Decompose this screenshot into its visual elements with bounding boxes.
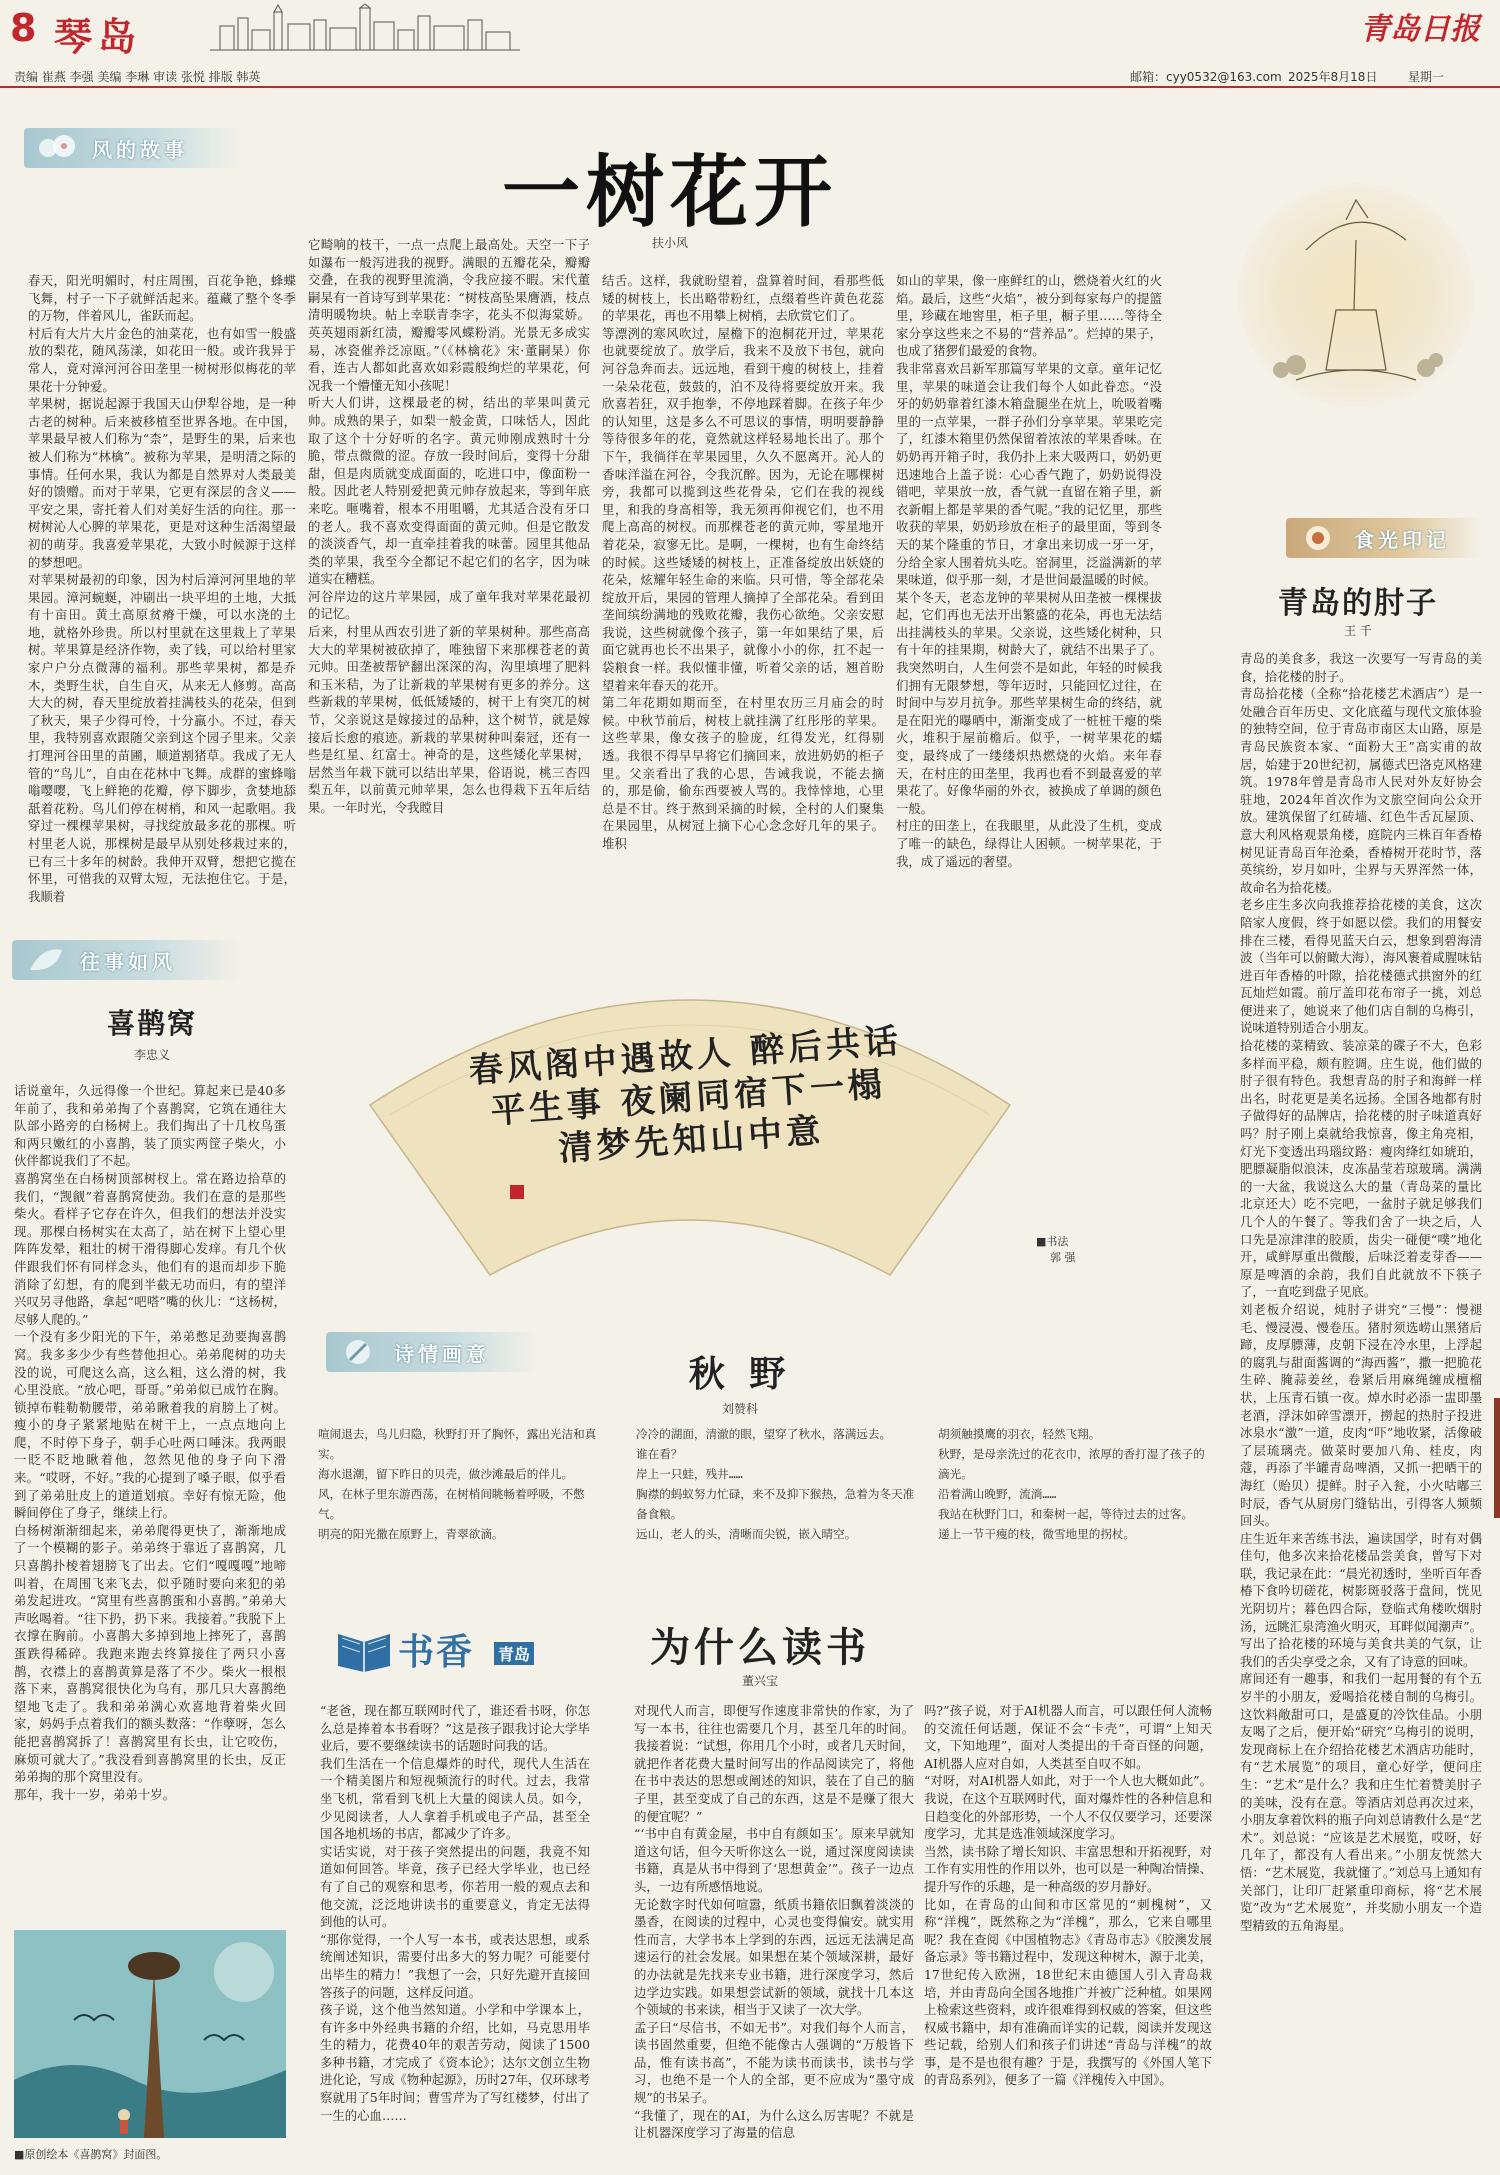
issue-date: 2025年8月18日 <box>1288 70 1378 84</box>
contact-email: 邮箱：cyy0532@163.com <box>1130 70 1282 84</box>
main-article-col-1: 春天，阳光明媚时，村庄周围，百花争艳，蜂蝶飞舞，村子一下子就鲜活起来。蕴藏了整个冬季的万物，伴着风儿，雀跃而起。 村后有大片大片金色的油菜花，也有如雪一般盛放的梨花，随风荡漾，如花田一般。或许我异于常人，竟对漳河河谷田垄里一树树形似梅花的苹果花十分钟爱。 苹果树，据说起源于我国天山伊犁谷地，是一种古老的树种。后来被移植至世界各地。在中国，苹果最早被人们称为“柰”，是野生的果，后来也被人们称为“林檎”。被称为苹果，是明清之际的事情。任何水果，我认为都是自然界对人类最美好的馈赠。而对于苹果，它更有深层的含义——平安之果，寄托着人们对美好生活的向往。那一树树沁人心脾的苹果花，更是对这种生活渴望最初的萌芽。我喜爱苹果花，大致小时候源于这样的梦想吧。 对苹果树最初的印象，因为村后漳河河里地的苹果园。漳河蜿蜒，冲刷出一块平坦的土地，大抵有十亩田。黄土高原贫瘠干燥，可以水浇的土地，就格外珍贵。所以村里就在这里栽上了苹果树。苹果算是经济作物，卖了钱，可以给村里家家户户分点微薄的福利。那些苹果树，都是乔木，类野生状，自生自灭，从来无人修剪。高高大大的树，春天里绽放着挂满枝头的花朵，但到了秋天，果子少得可怜，十分羸小。不过，春天里，我特别喜欢跟随父亲到这个园子里来。父亲打理河谷田里的苗圃，顺道割猪草。我成了无人管的“鸟儿”，自由在花林中飞舞。成群的蜜蜂嗡嗡嘤嘤，飞上鲜艳的花瓣，停下脚步，贪婪地舔舐着花粉。鸟儿们停在树梢，和风一起歌唱。我穿过一棵棵苹果树，寻找绽放最多花的那棵。听村里老人说，那棵树是最早从别处移栽过来的，已有三十多年的树龄。我伸开双臂，想把它揽在怀里，可惜我的双臂太短，无法抱住它。于是，我顺着 <box>28 273 296 904</box>
brush-icon <box>336 1336 384 1368</box>
main-article-col-4: 如山的苹果，像一座鲜红的山，燃烧着火红的火焰。最后，这些“火焰”，被分到每家每户的提篮里，珍藏在地窖里，柜子里，橱子里……等待全家分享这些来之不易的“营养品”。烂掉的果子，也成了猪猡们最爱的食物。 我非常喜欢吕新军那篇写苹果的文章。童年记忆里，苹果的味道会让我们每个人如此眷恋。“没牙的奶奶靠着红漆木箱盘腿坐在炕上，吮吸着嘴里的一点苹果，一群子孙们分享苹果。苹果吃完了，红漆木箱里仍然保留着浓浓的苹果香味。在奶奶再开箱子时，我仍扑上来大吸两口，奶奶更迅速地合上盖子说：心心香气跑了，奶奶说得没错吧，苹果放一放，香气就一直留在箱子里，新衣新帽上都是苹果的香气呢。”我的记忆里，那些收获的苹果，奶奶珍放在柜子的最里面，等到冬天的某个隆重的节日，才拿出来切成一牙一牙，分给全家人围着炕头吃。窑洞里，泛溢满新的苹果味道，似乎那一刻，才是世间最温暖的时候。 某个冬天，老态龙钟的苹果树从田垄被一棵棵拔起，它们再也无法开出繁盛的花朵，再也无法结出挂满枝头的苹果。父亲说，这些矮化树种，只有十年的挂果期，树龄大了，就结不出果子了。我突然明白，人生何尝不是如此，年轻的时候我们拥有无限梦想，等年迈时，只能回忆过往，在时间中与岁月抗争。那些苹果树生命的终结，就是在阳光的曝晒中，渐渐变成了一桩桩干瘪的柴火，堆积于屋前檐后。似乎，一树苹果花的蠕变，最终成了一缕缕炽热燃烧的火焰。来年春天，在村庄的田垄里，我再也看不到最喜爱的苹果花了。好像华丽的外衣，被换成了单调的颜色一般。 村庄的田垄上，在我眼里，从此没了生机，变成了唯一的缺色，绿得让人困顿。一树苹果花，于我，成了遥远的奢望。 <box>896 273 1162 869</box>
sculpture-illustration <box>1236 180 1476 410</box>
flower-icon <box>34 132 82 164</box>
main-article-title: 一树花开 <box>501 147 838 238</box>
section-tag-label: 风的故事 <box>92 138 188 162</box>
section-tag-label: 诗情画意 <box>394 1342 490 1366</box>
leaf-icon <box>22 944 70 976</box>
page-edge-marker <box>1494 1398 1500 1518</box>
calligraphy-caption-label: 书法 <box>1046 1235 1069 1248</box>
food-article-body: 青岛的美食多，我这一次要写一写青岛的美食，拾花楼的肘子。 青岛拾花楼（全称“拾花楼艺术酒店”）是一处融合百年历史、文化底蕴与现代文旅体验的独特空间，位于青岛市南区太山路，原是青岛民族资本家、“面粉大王”高实甫的故居，始建于20世纪初，属德式巴洛克风格建筑。1978年曾是青岛市人民对外友好协会驻地，2024年首次作为文旅空间向公众开放。建筑保留了红砖墙、红色牛舌瓦屋顶、意大利风格观景角楼，庭院内三株百年香椿树见证青岛百年沧桑，香椿树开花时节，落英缤纷，岁月如叶，尘界与天界浑然一体，故命名为拾花楼。 老乡庄生多次向我推荐拾花楼的美食，这次陪家人度假，终于如愿以偿。我们的用餐安排在三楼，看得见蓝天白云，想象到碧海清波（当年可以俯瞰大海），海风裹着咸腥味钻进百年香椿的叶隙，拾花楼德式拱窗外的红瓦灿烂如霞。前厅盖印花布帘子一挑，刘总便进来了，她说来了他们店自制的乌梅引，说味道特别适合小朋友。 拾花楼的菜精致、装凉菜的碟子不大，色彩多样而平稳，颇有腔调。庄生说，他们做的肘子很有特色。我想青岛的肘子和海鲜一样出名，时花更是美名远扬。全国各地都有肘子做得好的品牌店，拾花楼的肘子味道真好吗？肘子刚上桌就给我惊喜，像主角亮相，灯光下变透出玛瑙纹路：瘦肉绛红如琥珀，肥膘凝脂似浪沫，皮冻晶莹若琼玻璃。满满的一大盆，我说这么大的量（青岛菜的量比北京还大）吃不完吧，一盆肘子就足够我们几个人的午餐了。等我们舍了一块之后，人口先是凉津津的胶质，齿尖一碰便“噗”地化开，咸鲜厚重出微酸，后味泛着麦芽香——原是啤酒的余韵，我们自此就放不下筷子了，一直吃到盘子见底。 刘老板介绍说，炖肘子讲究“三慢”：慢褪毛、慢浸漫、慢卷压。猪肘须选崂山黑猪后蹄，皮厚膘薄，皮朝下浸在冷水里，上浮起的腐乳与甜面酱调的“海西酱”，撒一把脆花生碎、腌蒜姜丝，卷紧后用麻绳缠成檀榴状，上压青石镇一夜。焯水时必添一盅即墨老酒，浮沫如碎雪漂开，撈起的热肘子投进冰泉水“激”一道，皮肉“吓”地收紧，活像破了层琉璃壳。做菜时要加八角、桂皮，肉蔻，再添了半罐青岛啤酒，又抓一把晒干的海红（贻贝）提鲜。肘子入瓮，小火咕嘟三时辰，香气从厨房门缝钻出，引得客人频频回头。 庄生近年来苦练书法，遍读国学，时有对偶佳句，他多次来拾花楼品尝美食，曾写下对联，我记录在此：“晨光初透时，坐听百年香椿下食吟切磋花，树影斑驳落于盘间，恍见光阴切片；暮色四合际，登临式角楼吹烟肘汤，远眺汇泉湾渔火明灭，耳畔似闻潮声”。写出了拾花楼的环境与美食共美的气氛，让我们的舌尖享受之余，又有了诗意的回味。 席间还有一趣事，和我们一起用餐的有个五岁半的小朋友，爱喝拾花楼自制的乌梅引。这饮料敞甜可口，是盛夏的冷饮佳品。小朋友喝了之后，便开始“研究”乌梅引的说明，发现商标上在介绍拾花楼艺术酒店功能时，有“艺术展览”的项目，童心好学，便问庄生：“艺术”是什么？我和庄生忙着赞美肘子的美味，没有在意。等酒店刘总再次过来，小朋友拿着饮料的瓶子向刘总请教什么是“艺术”。刘总说：“应该是艺术展览，哎呀，好几年了，都没有人看出来。”小朋友恍然大悟：“艺术展览，我就懂了。”刘总马上通知有关部门，让印厂赶紧重印商标，将“艺术展览”改为“艺术展览”，并奖励小朋友一个造型精致的五角海星。 <box>1240 651 1482 1933</box>
page-name: 琴岛 <box>54 15 143 59</box>
books-article-col-3: 吗?”孩子说，对于AI机器人而言，可以跟任何人流畅的交流任何话题，保证不会“卡壳”，可谓“上知天文，下知地理”，面对人类提出的千奇百怪的问题，AI机器人应对自如，人类甚至自叹不如。 “对呀，对AI机器人如此，对于一个人也大概如此”。我说，在这个互联网时代，面对爆炸性的各种信息和日趋变化的外部形势，一个人不仅仅要学习，还要深度学习，尤其是选准领域深度学习。 当然，读书除了增长知识、丰富思想和开拓视野，对工作有实用性的作用以外，也可以是一种陶冶情操、提升写作的乐趣，是一种高级的岁月静好。 比如，在青岛的山间和市区常见的“刺槐树”，又称“洋槐”，既然称之为“洋槐”，那么，它来自哪里呢？我在查阅《中国植物志》《青岛市志》《胶澳发展备忘录》等书籍过程中，发现这种树木，源于北美，17世纪传入欧洲，18世纪末由德国人引入青岛栽培，并由青岛向全国各地推广并被广泛种植。如果网上检索这些资料，或许很难得到权威的答案，但这些权威书籍中，却有准确而详实的记载，阅读并发现这些记载，给别人们和孩子们讲述“青岛与洋槐”的故事，是不是也很有趣？于是，我撰写的《外国人笔下的青岛系列》，便多了一篇《洋槐传入中国》。 <box>924 1703 1212 2088</box>
section-tag-wind-story <box>24 128 244 168</box>
books-article-col-1: “老爸，现在都互联网时代了，谁还看书呀，你怎么总是捧着本书看呀？”这是孩子跟我讨论大学毕业后，要不要继续读书的话题时问我的话。 我们生活在一个信息爆炸的时代，现代人生活在一个精美图片和短视频流行的时代。过去，我常坐飞机，常看到飞机上大量的阅读人员。如今，少见阅读者，人人拿着手机或电子产品，甚至全国各地机场的书店，都减少了许多。 实话实说，对于孩子突然提出的问题，我竟不知道如何回答。毕竟，孩子已经大学毕业，也已经有了自己的观察和思考，你若用一般的观点去和他交流，泛泛地讲读书的重要意义，肯定无法得到他的认可。 “那你觉得，一个人写一本书，或表达思想，或系统阐述知识，需要付出多大的努力呢？可能要付出毕生的精力！”我想了一会，只好先避开直接回答孩子的问题，这样反问道。 孩子说，这个他当然知道。小学和中学课本上，有许多中外经典书籍的介绍，比如，马克思用毕生的精力，花费40年的艰苦劳动，阅读了1500多种书籍，才完成了《资本论》；达尔文创立生物进化论，写成《物种起源》，历时27年，仅环球考察就用了5年时间；曹雪芹为了写红楼梦，付出了一生的心血…… <box>320 1703 590 2123</box>
picture-book-cover-image <box>14 1930 286 2138</box>
picture-book-caption: ■原创绘本《喜鹊窝》封面图。 <box>14 2148 168 2161</box>
calligraphy-artwork <box>350 955 1030 1290</box>
calligraphy-seal <box>510 1185 524 1199</box>
books-tag-label: 书香 <box>398 1632 475 1673</box>
main-article-col-2: 它畸响的枝干，一点一点爬上最高处。天空一下子如瀑布一般泻进我的视野。满眼的五瓣花朵，瓣瓣交叠，在我的视野里流淌，令我应接不暇。宋代董嗣杲有一首诗写到苹果花：“树枝高坠果膺酒，枝点清明暖物块。帖上幸联青李字，花头不似海棠娇。英英翅雨新红渍，瓣瓣零风蝶粉消。光景无多成实易，冰瓷催养泛凉瓯。”（《林檎花》宋·董嗣杲）你看，连古人都如此喜欢如彩霞般绚烂的苹果花，何况我一个懵懂无知小孩呢！ 听大人们讲，这棵最老的树，结出的苹果叫黄元帅。成熟的果子，如梨一般金黄，口味恬人，因此取了这个十分好听的名字。黄元帅刚成熟时十分脆，带点微微的涩。存放一段时间后，变得十分甜甜，但是肉质就变成面面的，吃进口中，像面粉一般。因此老人特别爱把黄元帅存放起来，等到年底来吃。咂嘴着，根本不用咀嚼，尤其适合没有牙口的老人。我不喜欢变得面面的黄元帅。但是它散发的淡淡香气，却一直牵挂着我的味蕾。园里其他品类的苹果，我至今全都记不起它们的名字，因为味道实在糟糕。 河谷岸边的这片苹果园，成了童年我对苹果花最初的记忆。 后来，村里从西农引进了新的苹果树种。那些高高大大的苹果树被砍掉了，唯独留下来那棵苍老的黄元帅。田垄被帮铲翻出深深的沟，沟里填埋了肥料和玉米秸，为了让新栽的苹果树有更多的养分。这些新栽的苹果树，低低矮矮的，树干上有突兀的树节，父亲说这是嫁接过的品种，这个树节，就是嫁接后长愈的痕迹。新栽的苹果树种叫秦冠，还有一些是红星、红富士。神奇的是，这些矮化苹果树，居然当年栽下就可以结出苹果，俗语说，桃三杏四梨五年，以前黄元帅苹果，怎么也得栽下五年后结果。一年时光，令我瞠目 <box>308 237 590 815</box>
editor-credits: 责编 崔燕 李强 美编 李琳 审读 张悦 排版 韩英 <box>14 70 261 84</box>
issue-weekday: 星期一 <box>1408 70 1445 84</box>
section-tag-label: 食光印记 <box>1354 528 1450 552</box>
poem-col-1: 喧闹退去，鸟儿归隐，秋野打开了胸怀，露出光洁和真实。 海水退潮，留下昨日的贝壳，做沙滩最后的伴儿。 风，在林子里东游西荡，在树梢间眺畅着呼吸，不憋气。 明亮的阳光撒在原野上，青翠欲滴。 <box>318 1427 597 1541</box>
section-tag-food <box>1286 518 1482 558</box>
side-article-1-body: 话说童年，久远得像一个世纪。算起来已是40多年前了，我和弟弟掏了个喜鹊窝，它筑在通往大队部小路旁的白杨树上。我们掏出了十几枚鸟蛋和两只嫩红的小喜鹊，装了顶实两筐子柴火，小伙伴都说我们了不起。 喜鹊窝坐在白杨树顶部树杈上。常在路边拾草的我们，“觊觎”着喜鹊窝使劲。我们在意的是那些柴火。看样子它存在许久，但我们的想法并没实现。那棵白杨树实在太高了，站在树下上望心里阵阵发晕，粗壮的树干滑得脚心发痒。有几个伙伴跟我们怀有同样念头，他们有的退而却步下脆消除了幻想，有的爬到半截无功而归，有的望洋兴叹另寻他路，拿起“吧嗒”嘴的伙儿：“这杨树，尽够人爬的。” 一个没有多少阳光的下午，弟弟憋足劲要掏喜鹊窝。我多多少少有些替他担心。弟弟爬树的功夫没的说，可爬这么高，这么粗，这么滑的树，我心里没底。“放心吧，哥哥。”弟弟似已成竹在胸。锁掉布鞋勒勒腰带，弟弟瞅着我的肩膀上了树。瘦小的身子紧紧地贴在树干上，一点点地向上爬，不时停下身子，朝手心吐两口唾沫。我两眼一眨不眨地瞅着他，忽然见他的身子向下滑来。“哎呀，不好。”我的心提到了嗓子眼，似乎看到了弟弟肚皮上的道道划痕。幸好有惊无险，他瞬间停住了身子，继续上行。 白杨树渐渐细起来，弟弟爬得更快了，渐渐地成了一个模糊的影子。弟弟终于靠近了喜鹊窝，几只喜鹊扑棱着翅膀飞了出去。它们“嘎嘎嘎”地啼叫着，在周围飞来飞去，似乎随时要向来犯的弟弟发起进攻。“窝里有些喜鹊蛋和小喜鹊。”弟弟大声吆喝着。“往下扔，扔下来。我接着。”我脱下上衣撑在胸前。小喜鹊大多掉到地上摔死了，喜鹊蛋跌得稀碎。我跑来跑去终算接住了两只小喜鹊，衣襟上的喜鹊黄算是落了不少。柴火一根根落下来，喜鹊窝很快化为乌有，那几只大喜鹊绝望地飞走了。我和弟弟满心欢喜地背着柴火回家，妈妈手点着我们的额头数落：“作孽呀，怎么能把喜鹊窝拆了！喜鹊窝里有长虫，让它咬伤，麻烦可就大了。”我没看到喜鹊窝里的长虫，反正弟弟掏的那个窝里没有。 那年，我十一岁，弟弟十岁。 <box>14 1083 286 1802</box>
section-tag-past <box>12 940 242 980</box>
books-tag-city: 青岛 <box>494 1642 534 1665</box>
poem-col-2: 冷冷的湖面，清澈的眼，望穿了秋水，落满远去。 谁在看？ 岸上一只蛙，残井…… 胸襟的蚂蚁努力忙碌，来不及抑下猴热，急着为冬天准备食粮。 远山，老人的头，清晰而尖锐，嵌入晴空。 <box>636 1427 915 1541</box>
masthead-bar <box>0 64 1500 88</box>
section-tag-poem <box>326 1332 540 1372</box>
food-article-title: 青岛的肘子 <box>1278 586 1438 621</box>
books-banner <box>326 1612 576 1684</box>
poem-col-3: 胡须触摸鹰的羽衣，轻然飞翔。 秋野，是母亲洗过的花衣巾，浓厚的香打湿了孩子的滴光。 沿着满山晚野，流淌…… 我站在秋野门口，和秦树一起，等待过去的过客。 递上一节干瘦的枝，微雪地里的拐杖。 <box>938 1427 1205 1541</box>
page-number: 8 <box>10 6 37 50</box>
paper-logo: 青岛日报 <box>1360 12 1480 47</box>
section-tag-label: 往事如风 <box>80 950 176 974</box>
food-article-author: 王 千 <box>1344 624 1372 638</box>
books-article-col-2: 对现代人而言，即便写作速度非常快的作家，为了写一本书，往往也需要几个月，甚至几年的时间。我接着说：“试想，你用几个小时，或者几天时间，就把作者花费大量时间写出的作品阅读完了，将他在书中表达的思想或阐述的知识，装在了自己的脑子里，甚至变成了自己的东西，这是不是赚了很大的便宜呢？” “‘书中自有黄金屋，书中自有颜如玉’。原来早就知道这句话，但今天听你这么一说，通过深度阅读读书籍，真是从书中得到了‘思想黄金’”。孩子一边点头，一边有所感悟地说。 无论数字时代如何喧嚣，纸质书籍依旧飘着淡淡的墨香，在阅读的过程中，心灵也变得偏安。就实用性而言，大学书本上学到的东西，远远无法满足高速运行的社会发展。如果想在某个领域深耕，最好的办法就是先找来专业书籍，进行深度学习，然后边学边实践。如果想尝试新的领域，就找十几本这个领域的书来读，相当于又读了一次大学。 孟子曰“尽信书，不如无书”。对我们每个人而言，读书固然重要，但绝不能像古人强调的“万般皆下品，惟有读书高”，不能为读书而读书，读书与学习，也绝不是一个人的全部，更不应成为“墨守成规”的书呆子。 “我懂了，现在的AI，为什么这么厉害呢？不就是让机器深度学习了海量的信息 <box>634 1703 914 2141</box>
main-article-col-3: 结舌。这样，我就盼望着，盘算着时间，看那些低矮的树枝上，长出略带粉红，点缀着些许黄色花蕊的苹果花，再也不用攀上树梢，去欣赏它们了。 等漂洌的寒风吹过，屋檐下的泡桐花开过，苹果花也就要绽放了。放学后，我来不及放下书包，就向河谷急奔而去。远远地，看到干瘦的树枝上，挂着一朵朵花苞，鼓鼓的，泊不及待将要绽放开来。我欣喜若狂，双手抱拳，不停地踩着脚。在孩子年少的认知里，这是多么不可思议的事情，明明要静静等待很多年的花，竟然就这样轻易地长出了。那个下午，我徜徉在苹果园里，久久不愿离开。沁人的香味洋溢在河谷，令我沉醉。因为，无论在哪棵树旁，我都可以揽到这些花骨朵，它们在我的视线里，和我的身高相等，我无须再仰视它们，也不用爬上高高的树杈。而那棵苍老的黄元帅，零星地开着花朵，寂寥无比。是啊，一棵树，也有生命终结的时候。这些矮矮的树枝上，正准备绽放出妖娆的花朵，炫耀年轻生命的来临。只可惜，等全部花朵绽放开后，果园的管理人摘掉了全部花朵。看到田垄间缤纷满地的残败花瓣，我伤心欲绝。父亲安慰我说，这些树就像个孩子，第一年如果结了果，后面它就再也长不出果子，就像小小的你，扛不起一袋粮食一样。我似懂非懂，听着父亲的话，翘首盼望着来年春天的花开。 第二年花期如期而至，在村里农历三月庙会的时候。中秋节前后，树枝上就挂满了红彤彤的苹果。这些苹果，像女孩子的脸庞，红得发光，红得剔透。我很不得早早将它们摘回来，放进奶奶的柜子里。父亲看出了我的心思，告诫我说，不能去摘的，那是偷，偷东西要被人骂的。我悻悻地，心里总是不甘。终于熬到采摘的时候，全村的人们聚集在果园里，从树冠上摘下心心念念好几年的果子。堆积 <box>602 273 884 851</box>
calligraphy-caption-author: 郭 强 <box>1050 1251 1076 1264</box>
open-book-icon <box>334 1624 394 1674</box>
caption-text: 原创绘本《喜鹊窝》封面图。 <box>24 2148 168 2161</box>
books-article-title: 为什么读书 <box>650 1624 870 1671</box>
main-article-author: 扶小风 <box>651 236 688 250</box>
side-article-1-title: 喜鹊窝 <box>106 1007 197 1040</box>
poem-author: 刘赞科 <box>721 1402 758 1416</box>
calligraphy-caption: ■书法 郭 强 <box>1036 1235 1076 1264</box>
city-skyline-illustration <box>210 4 520 54</box>
books-article-author: 董兴宝 <box>741 1674 778 1688</box>
masthead <box>0 0 1500 64</box>
food-bowl-icon <box>1296 522 1344 554</box>
calligraphy-text: 春风阁中遇故人 醉后共话平生事 夜阑同宿下一榻 清梦先知山中意 <box>467 1021 904 1170</box>
side-article-1-author: 李忠义 <box>133 1048 170 1062</box>
poem-title: 秋 野 <box>688 1353 792 1395</box>
